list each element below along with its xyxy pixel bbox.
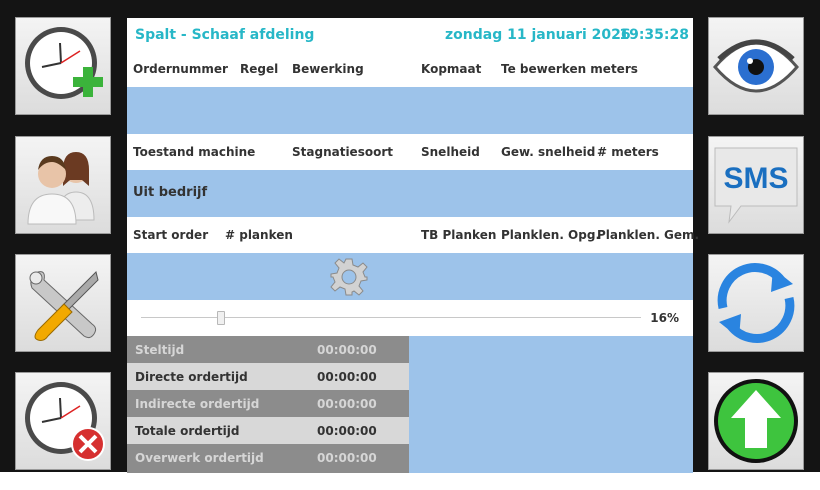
users-icon <box>18 140 108 230</box>
clock-cancel-icon <box>18 376 108 466</box>
order-panel <box>127 18 700 473</box>
sms-button[interactable] <box>708 136 804 234</box>
view-button[interactable] <box>708 17 804 115</box>
time-value: 00:00:00 <box>317 424 377 438</box>
users-button[interactable] <box>15 136 111 234</box>
header-time: 19:35:28 <box>619 26 689 43</box>
time-value: 00:00:00 <box>317 370 377 384</box>
time-label: Steltijd <box>135 343 185 357</box>
label-snelheid: Snelheid <box>421 145 480 159</box>
sms-icon <box>711 140 801 230</box>
arrow-up-icon <box>711 376 801 466</box>
sms-label: SMS <box>723 162 789 195</box>
bottom-strip <box>0 472 820 490</box>
label-te-bewerken-meters: Te bewerken meters <box>501 62 638 76</box>
order-values-row <box>127 87 693 134</box>
progress-percent: 16% <box>650 311 679 325</box>
label-planken: # planken <box>225 228 293 242</box>
time-label: Directe ordertijd <box>135 370 248 384</box>
time-label: Totale ordertijd <box>135 424 240 438</box>
time-label: Overwerk ordertijd <box>135 451 264 465</box>
label-planklen-gem: Planklen. Gem. <box>597 228 700 242</box>
info-area <box>409 336 693 473</box>
label-start-order: Start order <box>133 228 209 242</box>
tools-button[interactable] <box>15 254 111 352</box>
eye-icon <box>711 21 801 111</box>
page-title: Spalt - Schaaf afdeling <box>135 26 315 43</box>
refresh-button[interactable] <box>708 254 804 352</box>
label-tb-planken: TB Planken <box>421 228 497 242</box>
label-meters: # meters <box>597 145 659 159</box>
label-bewerking: Bewerking <box>292 62 364 76</box>
time-label: Indirecte ordertijd <box>135 397 260 411</box>
start-labels-row <box>127 217 700 253</box>
time-row-directe-ordertijd <box>127 363 409 390</box>
time-summary <box>127 336 409 473</box>
header-date: zondag 11 januari 2026 <box>445 26 631 43</box>
label-toestand-machine: Toestand machine <box>133 145 256 159</box>
refresh-icon <box>711 258 801 348</box>
label-kopmaat: Kopmaat <box>421 62 482 76</box>
machine-labels-row <box>127 134 693 170</box>
cancel-time-button[interactable] <box>15 372 111 470</box>
time-row-totale-ordertijd <box>127 417 409 444</box>
time-value: 00:00:00 <box>317 451 377 465</box>
label-gew-snelheid: Gew. snelheid <box>501 145 596 159</box>
tools-icon <box>18 258 108 348</box>
time-value: 00:00:00 <box>317 397 377 411</box>
time-row-indirecte-ordertijd <box>127 390 409 417</box>
progress-row <box>127 300 693 336</box>
clock-add-icon <box>18 21 108 111</box>
label-stagnatiesoort: Stagnatiesoort <box>292 145 393 159</box>
progress-slider-thumb[interactable] <box>217 311 225 325</box>
label-ordernummer: Ordernummer <box>133 62 228 76</box>
gear-icon[interactable] <box>329 257 369 297</box>
panel-header <box>127 18 693 51</box>
time-value: 00:00:00 <box>317 343 377 357</box>
start-values-row <box>127 253 693 300</box>
add-time-button[interactable] <box>15 17 111 115</box>
machine-values-row <box>127 170 693 217</box>
label-regel: Regel <box>240 62 279 76</box>
label-planklen-opg: Planklen. Opg. <box>501 228 600 242</box>
time-row-steltijd <box>127 336 409 363</box>
progress-track <box>141 317 641 318</box>
upload-button[interactable] <box>708 372 804 470</box>
machine-status: Uit bedrijf <box>133 185 208 200</box>
order-labels-row <box>127 51 693 87</box>
time-row-overwerk-ordertijd <box>127 444 409 473</box>
